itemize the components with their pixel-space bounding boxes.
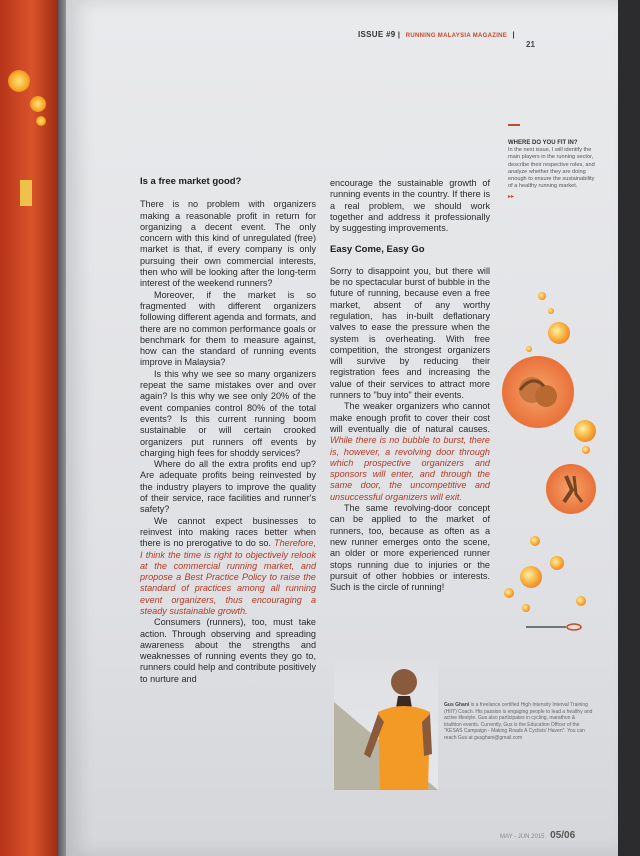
decor-dot	[8, 70, 30, 92]
issue-label: ISSUE #9	[358, 30, 396, 39]
runner-heads-circle	[502, 356, 574, 428]
paragraph: The weaker organizers who cannot make enough profit to cover their cost will eventually die of natural causes. While there is no bubble to burst, there is, however, a revolving door through which prospective organizers and sponsors will enter, and through the same door, the uncompetitive and unsuccessful organizers will exit.	[330, 401, 490, 502]
decor-dot	[36, 116, 46, 126]
paragraph: There is no problem with organizers making a reasonable profit in return for organizing a decent event. The only concern with this kind of unregulated (free) market is that, if every company is only pursuing their own commercial interests, then who will be looking after the long-term interest of the weekend runners?	[140, 199, 316, 289]
page-edge-shadow	[618, 0, 640, 856]
sidebar-box	[508, 124, 600, 202]
highlight-quote: Therefore, I think the time is right to objectively relook at the commercial running market, and propose a Best Practice Policy to raise the standard of practices among all running event organizers, thus encouraging a steady sustainable growth.	[140, 538, 316, 616]
paragraph: Moreover, if the market is so fragmented with different organizers following different agenda and formats, and there are no common performance goals or benchmark for them to measure against, how can the standard of running events improve in Malaysia?	[140, 289, 316, 368]
decor-dot	[550, 556, 564, 570]
decor-dot	[574, 420, 596, 442]
sidebar-text: In the next issue, I will identify the main players in the running sector, describe their respective roles, and analyze whether they are doing enough to ensure the sustainability of a healthy running market.	[508, 147, 595, 190]
runner-legs-circle	[546, 464, 596, 514]
section-heading: Is a free market good?	[140, 176, 242, 187]
arrow-line-icon	[524, 620, 584, 634]
author-name: Gus Ghani	[444, 702, 470, 708]
footer-issue: 05/06	[550, 830, 576, 841]
footer-date: MAY - JUN 2015	[500, 834, 545, 840]
paragraph: The same revolving-door concept can be applied to the market of runners, too, because as often as a new runner emerges onto the scene, an older or more experienced runner stops running due to injuries or the pursuit of other hobbies or interests. Such is the circle of running!	[330, 503, 490, 593]
paragraph: Where do all the extra profits end up? Are adequate profits being reinvested by the industry players to improve the quality of their service, race facilities and runner's safety?	[140, 459, 316, 515]
author-photo	[334, 662, 438, 790]
decor-dot	[548, 308, 554, 314]
cover-tab	[20, 180, 32, 206]
page-footer	[500, 830, 575, 841]
decor-dot	[530, 536, 540, 546]
paragraph: We cannot expect businesses to reinvest into making races better when there is no prerogative to do so. Therefore, I think the time is right to objectively relook at the commercial running market, and propose a Best Practice Policy to raise the standard of practices among all running event organizers, thus encouraging a steady sustainable growth.	[140, 515, 316, 616]
decor-dot	[520, 566, 542, 588]
paragraph: encourage the sustainable growth of running events in the country. If there is a real problem, we should work together and address it professionally by suggesting improvements.	[330, 178, 490, 234]
header-divider: |	[512, 30, 515, 39]
paragraph: Consumers (runners), too, must take action. Through observing and spreading awareness about the strengths and weaknesses of running events they go to, runners could help and contribute positively to nurture and	[140, 617, 316, 684]
accent-bar	[508, 124, 520, 126]
decor-dot	[548, 322, 570, 344]
page-header	[358, 30, 515, 39]
decor-dot	[582, 446, 590, 454]
decor-dot	[30, 96, 46, 112]
author-figure	[354, 662, 434, 790]
column-left	[140, 176, 316, 685]
sidebar-title: WHERE DO YOU FIT IN?	[508, 140, 578, 146]
highlight-quote: While there is no bubble to burst, there is, however, a revolving door through which prospective organizers and sponsors will enter, and through the same door, the uncompetitive and unsuccessful organizers will exit.	[330, 435, 490, 502]
author-bio: is a freelance certified High Intensity Interval Training (HIIT) Coach. His passion is engaging people to lead a healthy and active lifestyle. Gus also participates in cycling, marathon & triathlon events. Currently, Gus is the Education Officer of the "KESAS Campaign - Making Roads A Cyclists' Haven". You can reach Gus at gusghani@gmail.com	[444, 702, 593, 741]
decor-dot	[538, 292, 546, 300]
decor-dot	[504, 588, 514, 598]
header-divider: |	[397, 30, 401, 39]
page-number: 21	[526, 40, 535, 49]
decor-dot	[576, 596, 586, 606]
runner-legs-icon	[546, 464, 596, 514]
column-right	[330, 178, 490, 593]
runner-heads-icon	[502, 356, 574, 428]
decor-dot	[526, 346, 532, 352]
author-caption	[444, 702, 594, 742]
magazine-name: RUNNING MALAYSIA MAGAZINE	[405, 33, 508, 39]
paragraph: Is this why we see so many organizers repeat the same mistakes over and over again? Is this why we see only 20% of the event companies control 80% of the total events? Is this current running boom sustainable or will certain crooked organizers put runners off events by charging high fees for shoddy services?	[140, 368, 316, 458]
section-heading: Easy Come, Easy Go	[330, 244, 425, 256]
adjacent-cover	[0, 0, 58, 856]
decor-dot	[522, 604, 530, 612]
paragraph: Sorry to disappoint you, but there will be no spectacular burst of bubble in the future of running, because even a free market, absent of any worthy regulation, has in-built deflationary valves to ease the pressure when the system is overheating. With free competition, the strongest organizers will survive by reducing their registration fees and increasing the value of their services to attract more runners to "buy into" their events.	[330, 265, 490, 401]
arrow-icon: ▸▸	[508, 194, 515, 201]
